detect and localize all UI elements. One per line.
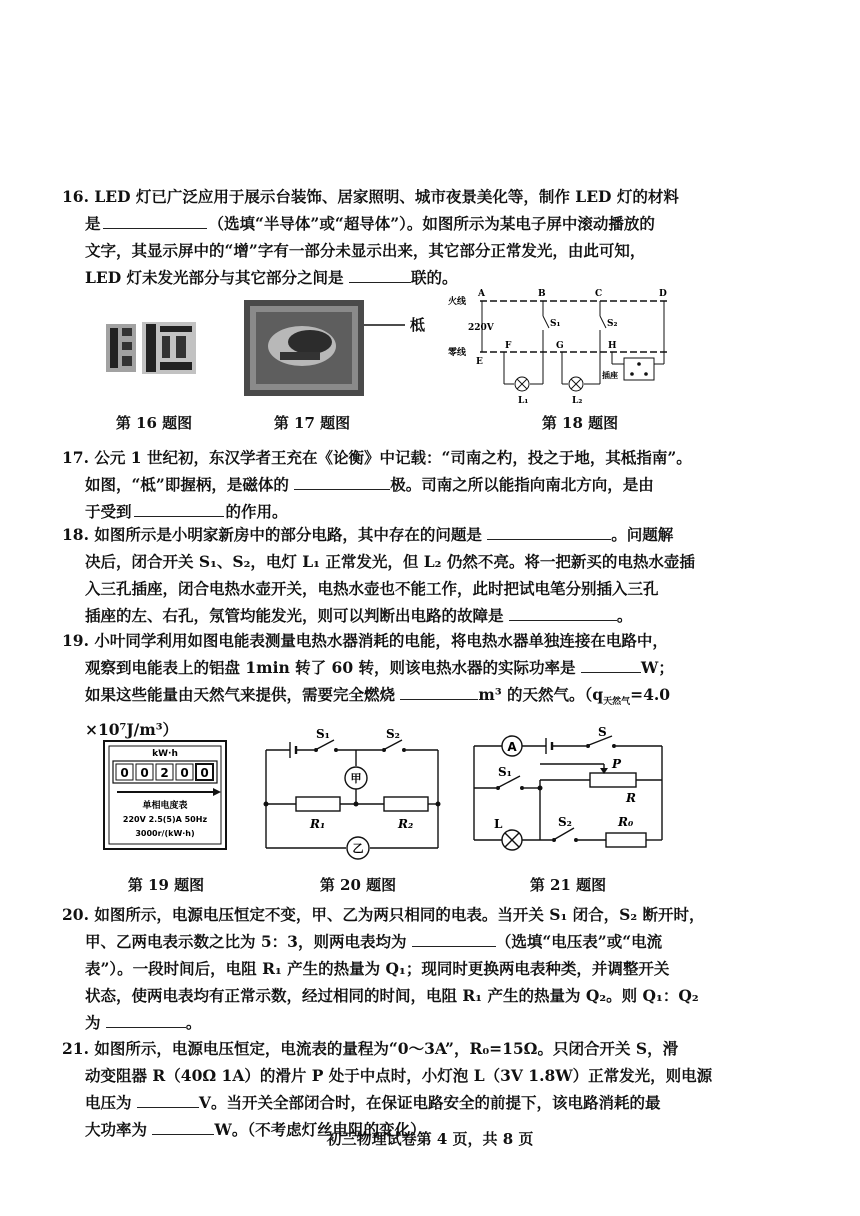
meter-digit-1: 0 bbox=[120, 766, 129, 780]
q16-line4: LED 灯未发光部分与其它部分之间是 联的。 bbox=[85, 268, 458, 287]
label-voltage: 220V bbox=[468, 323, 494, 333]
q20-line3: 表”）。一段时间后，电阻 R₁ 产生的热量为 Q₁；现同时更换两电表种类，并调整开关 bbox=[85, 959, 670, 978]
q18-line2: 决后，闭合开关 S₁、S₂，电灯 L₁ 正常发光，但 L₂ 仍然不亮。将一把新买的电热水壶插 bbox=[85, 552, 695, 571]
label-C: C bbox=[595, 289, 603, 299]
q16-line1: 16. LED 灯已广泛应用于展示台装饰、居家照明、城市夜景美化等，制作 LED 灯的材料 bbox=[62, 187, 679, 206]
q17-line3: 于受到 的作用。 bbox=[85, 502, 288, 521]
meter-digit-3: 2 bbox=[160, 766, 169, 780]
label-E: E bbox=[476, 357, 483, 367]
label-P: P bbox=[612, 757, 622, 771]
answer-blank bbox=[137, 1091, 199, 1108]
answer-blank bbox=[509, 604, 617, 621]
q18-line3: 入三孔插座，闭合电热水壶开关，电热水壶也不能工作，此时把试电笔分别插入三孔 bbox=[85, 579, 659, 598]
meter-unit: kW·h bbox=[152, 749, 178, 759]
answer-blank bbox=[134, 500, 224, 517]
caption-fig19: 第 19 题图 bbox=[127, 876, 205, 894]
meter-rating: 220V 2.5(5)A 50Hz bbox=[122, 815, 208, 824]
meter-digit-5: 0 bbox=[200, 766, 209, 780]
meter-digits bbox=[116, 764, 213, 780]
q20-line1: 20. 如图所示，电源电压恒定不变，甲、乙为两只相同的电表。当开关 S₁ 闭合，S₂ 断开时， bbox=[62, 905, 705, 924]
label-S1: S₁ bbox=[498, 765, 512, 779]
label-R0: R₀ bbox=[618, 815, 634, 829]
label-L: L bbox=[494, 817, 503, 831]
q19-line1: 19. 小叶同学利用如图电能表测量电热水器消耗的电能，将电热水器单独连接在电路中， bbox=[62, 631, 668, 650]
label-R: R bbox=[626, 791, 636, 805]
caption-fig21: 第 21 题图 bbox=[529, 876, 607, 894]
caption-fig20: 第 20 题图 bbox=[319, 876, 397, 894]
q19-line4: ×10⁷J/m³） bbox=[85, 720, 179, 740]
fig17-label: 柢 bbox=[410, 316, 426, 334]
q20-line4: 状态，使两电表均有正常示数，经过相同的时间，电阻 R₁ 产生的热量为 Q₂。则 Q₁：Q₂ bbox=[85, 986, 699, 1005]
question-20 bbox=[62, 901, 705, 1036]
answer-blank bbox=[349, 266, 411, 283]
label-S2: S₂ bbox=[386, 727, 400, 741]
label-B: B bbox=[538, 289, 546, 299]
q16-line3: 文字，其显示屏中的“增”字有一部分未显示出来，其它部分正常发光，由此可知， bbox=[85, 241, 646, 260]
answer-blank bbox=[106, 1011, 186, 1028]
answer-blank bbox=[294, 473, 390, 490]
caption-fig16: 第 16 题图 bbox=[115, 414, 193, 432]
answer-blank bbox=[412, 930, 496, 947]
fig18-household-circuit bbox=[446, 286, 676, 410]
caption-fig17: 第 17 题图 bbox=[273, 414, 351, 432]
fig21-circuit bbox=[466, 724, 670, 864]
q18-line1: 18. 如图所示是小明家新房中的部分电路，其中存在的问题是 。问题解 bbox=[62, 525, 674, 544]
page-footer: 初三物理试卷第 4 页，共 8 页 bbox=[326, 1130, 534, 1148]
q21-line2: 动变阻器 R（40Ω 1A）的滑片 P 处于中点时，小灯泡 L（3V 1.8W）正常发光，则电源 bbox=[85, 1066, 713, 1085]
meter-digit-4: 0 bbox=[180, 766, 189, 780]
label-S2: S₂ bbox=[607, 319, 618, 329]
question-16 bbox=[62, 183, 702, 291]
label-A: A bbox=[478, 289, 485, 299]
meter-yi: 乙 bbox=[352, 842, 364, 855]
q18-line4: 插座的左、右孔，氖管均能发光，则可以判断出电路的故障是 。 bbox=[85, 606, 633, 625]
caption-fig18: 第 18 题图 bbox=[541, 414, 619, 432]
fig19-electric-meter bbox=[103, 740, 227, 850]
label-G: G bbox=[556, 341, 564, 351]
q16-line2: 是 （选填“半导体”或“超导体”）。如图所示为某电子屏中滚动播放的 bbox=[85, 214, 655, 233]
label-S1: S₁ bbox=[550, 319, 561, 329]
ammeter-symbol: A bbox=[507, 740, 517, 754]
label-R2: R₂ bbox=[398, 817, 414, 831]
label-R1: R₁ bbox=[310, 817, 326, 831]
answer-blank bbox=[103, 212, 207, 229]
label-S1: S₁ bbox=[316, 727, 330, 741]
q17-line1: 17. 公元 1 世纪初，东汉学者王充在《论衡》中记载：“司南之杓，投之于地，其柢指南”。 bbox=[62, 448, 692, 467]
q19-line3: 如果这些能量由天然气来提供，需要完全燃烧 m³ 的天然气。（$q_{天然气}=4.0$ bbox=[85, 685, 671, 708]
q21-line1: 21. 如图所示，电源电压恒定，电流表的量程为“0～3A”，R₀=15Ω。只闭合开关 S，滑 bbox=[62, 1039, 679, 1058]
question-17 bbox=[62, 444, 702, 525]
meter-digit-2: 0 bbox=[140, 766, 149, 780]
label-F: F bbox=[505, 341, 512, 351]
answer-blank bbox=[400, 683, 478, 700]
answer-blank bbox=[487, 523, 611, 540]
fig20-circuit bbox=[262, 724, 444, 864]
question-18 bbox=[62, 521, 702, 629]
label-D: D bbox=[659, 289, 667, 299]
fig17-sinan bbox=[240, 298, 472, 398]
label-S2: S₂ bbox=[558, 815, 572, 829]
label-neutral-wire: 零线 bbox=[448, 348, 467, 358]
label-L1: L₁ bbox=[518, 396, 529, 406]
q17-line2: 如图，“柢”即握柄，是磁体的 极。司南之所以能指向南北方向，是由 bbox=[85, 475, 654, 494]
label-S: S bbox=[598, 725, 607, 739]
q20-line5: 为 。 bbox=[85, 1013, 202, 1032]
label-socket: 插座 bbox=[602, 370, 618, 380]
answer-blank bbox=[581, 656, 641, 673]
meter-jia: 甲 bbox=[350, 772, 362, 785]
meter-constant: 3000r/(kW·h) bbox=[135, 829, 195, 838]
q21-line3: 电压为 V。当开关全部闭合时，在保证电路安全的前提下，该电路消耗的最 bbox=[85, 1093, 661, 1112]
fig16-led-text bbox=[104, 316, 200, 378]
label-live-wire: 火线 bbox=[448, 297, 467, 307]
q21-line4: 大功率为 W。（不考虑灯丝电阻的变化） bbox=[85, 1120, 426, 1139]
question-21 bbox=[62, 1035, 713, 1143]
meter-name: 单相电度表 bbox=[142, 801, 188, 811]
q20-line2: 甲、乙两电表示数之比为 5：3，则两电表均为 （选填“电压表”或“电流 bbox=[85, 932, 663, 951]
q19-line2: 观察到电能表上的铝盘 1min 转了 60 转，则该电热水器的实际功率是 W； bbox=[85, 658, 674, 677]
label-H: H bbox=[608, 341, 617, 351]
label-L2: L₂ bbox=[572, 396, 583, 406]
